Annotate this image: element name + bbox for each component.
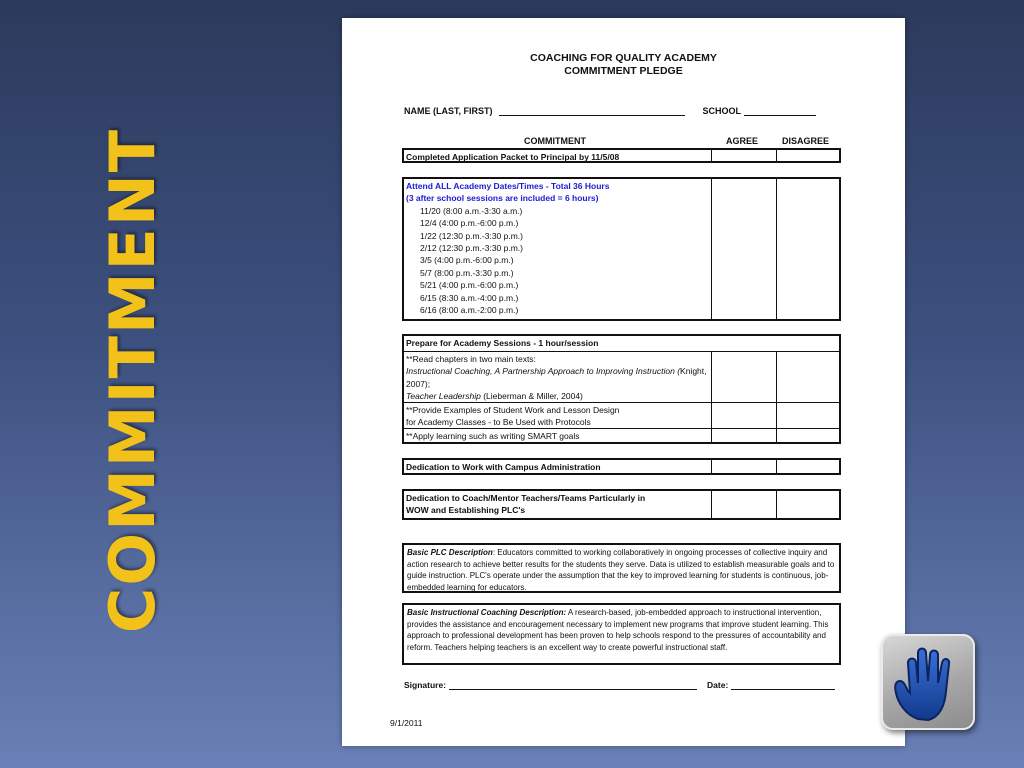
commitment-row-preparation [402, 334, 841, 444]
session-date: 12/4 (4:00 p.m.-6:00 p.m.) [420, 218, 519, 229]
apply-row [404, 428, 839, 443]
school-label: SCHOOL [702, 106, 742, 116]
date-label: Date: [707, 680, 729, 690]
book2-title: Teacher Leadership [406, 391, 481, 402]
header-disagree: DISAGREE [782, 136, 830, 146]
name-field[interactable] [499, 107, 685, 116]
column-headers [404, 136, 842, 148]
coaching-description [402, 603, 841, 665]
session-date: 1/22 (12:30 p.m.-3:30 p.m.) [420, 230, 523, 241]
agree-cell[interactable] [712, 179, 777, 319]
name-label: NAME (LAST, FIRST) [404, 106, 493, 116]
disagree-cell[interactable] [777, 429, 839, 443]
document-title [342, 52, 905, 78]
document-title-line1: COACHING FOR QUALITY ACADEMY [530, 52, 717, 64]
plc-description-label: Basic PLC Description [407, 548, 493, 557]
attendance-subheading: (3 after school sessions are included = 6 hours) [406, 193, 599, 204]
reading-text [404, 352, 712, 403]
date-field[interactable] [731, 682, 835, 690]
session-date: 11/20 (8:00 a.m.-3:30 a.m.) [420, 205, 523, 216]
preparation-heading-row [404, 336, 839, 351]
pledge-document [342, 18, 905, 746]
raised-hand-button[interactable] [881, 634, 975, 730]
signature-label: Signature: [404, 680, 447, 690]
plc-description-text: : Educators committed to working collaboratively in ongoing processes of collective inquiry and action research to achieve better results for the students they serve. Data is utilized to establish measurable goals and to guide instruction. PLC's operate under the assumption that the key to improved learning for students is continuous, job-embedded learning for educators. [407, 548, 835, 592]
header-agree: AGREE [726, 136, 759, 146]
coaching-description-text: A research-based, job-embedded approach to instructional intervention, provides the assistance and encouragement necessary to implement new programs that improve student learning. This approach to professional development has been proven to help schools respond to the pressures of accountability and reform. Teachers helping teachers is an excellent way to create powerful instructional staff. [407, 608, 829, 652]
session-date: 3/5 (4:00 p.m.-6:00 p.m.) [420, 255, 514, 266]
apply-text: **Apply learning such as writing SMART goals [404, 429, 712, 443]
header-commitment: COMMITMENT [524, 136, 586, 146]
document-title-line2: COMMITMENT PLEDGE [564, 65, 683, 77]
commitment-text [404, 491, 712, 518]
reading-intro: **Read chapters in two main texts: [406, 354, 536, 364]
coaching-line1: Dedication to Coach/Mentor Teachers/Teams Particularly in [406, 493, 646, 503]
session-date: 2/12 (12:30 p.m.-3:30 p.m.) [420, 243, 523, 254]
agree-cell[interactable] [712, 460, 777, 473]
coaching-line2: WOW and Establishing PLC's [406, 505, 526, 516]
agree-cell[interactable] [712, 429, 777, 443]
session-date: 5/7 (8:00 p.m.-3:30 p.m.) [420, 267, 514, 278]
commitment-row-coaching [402, 489, 841, 520]
examples-text [404, 403, 712, 429]
commitment-text: Completed Application Packet to Principal by 11/5/08 [404, 150, 712, 161]
coaching-description-label: Basic Instructional Coaching Description: [407, 608, 567, 617]
session-date: 5/21 (4:00 p.m.-6:00 p.m.) [420, 280, 519, 291]
session-date: 6/16 (8:00 a.m.-2:00 p.m.) [420, 305, 519, 316]
preparation-heading: Prepare for Academy Sessions - 1 hour/session [406, 338, 599, 348]
disagree-cell[interactable] [777, 491, 839, 518]
book1-title: Instructional Coaching, A Partnership Approach to Improving Instruction ( [406, 366, 681, 377]
disagree-cell[interactable] [777, 179, 839, 319]
commitment-row-attendance [402, 177, 841, 321]
disagree-cell[interactable] [777, 352, 839, 403]
examples-line1: **Provide Examples of Student Work and Lesson Design [406, 405, 620, 415]
book1-citation: Knight, 2007); [406, 366, 707, 389]
name-school-line [404, 106, 844, 116]
signature-line [404, 680, 844, 690]
examples-line2: for Academy Classes - to Be Used with Protocols [406, 417, 591, 428]
commitment-row-application [402, 148, 841, 163]
school-field[interactable] [744, 107, 816, 116]
commitment-text [404, 179, 712, 319]
slide-title: COMMITMENT [96, 127, 170, 633]
disagree-cell[interactable] [777, 403, 839, 429]
slide-title-area [28, 120, 238, 640]
book2-citation: (Lieberman & Miller, 2004) [480, 391, 583, 402]
plc-description [402, 543, 841, 593]
raised-hand-icon [888, 641, 968, 723]
attendance-heading: Attend ALL Academy Dates/Times - Total 36 Hours [406, 181, 610, 191]
disagree-cell[interactable] [777, 150, 839, 161]
reading-row [404, 351, 839, 403]
document-footer-date: 9/1/2011 [390, 718, 423, 728]
agree-cell[interactable] [712, 150, 777, 161]
session-date: 6/15 (8:30 a.m.-4:00 p.m.) [420, 292, 519, 303]
commitment-text: Dedication to Work with Campus Administration [404, 460, 712, 473]
commitment-row-administration [402, 458, 841, 475]
disagree-cell[interactable] [777, 460, 839, 473]
agree-cell[interactable] [712, 491, 777, 518]
agree-cell[interactable] [712, 352, 777, 403]
agree-cell[interactable] [712, 403, 777, 429]
signature-field[interactable] [449, 682, 697, 690]
examples-row [404, 402, 839, 429]
